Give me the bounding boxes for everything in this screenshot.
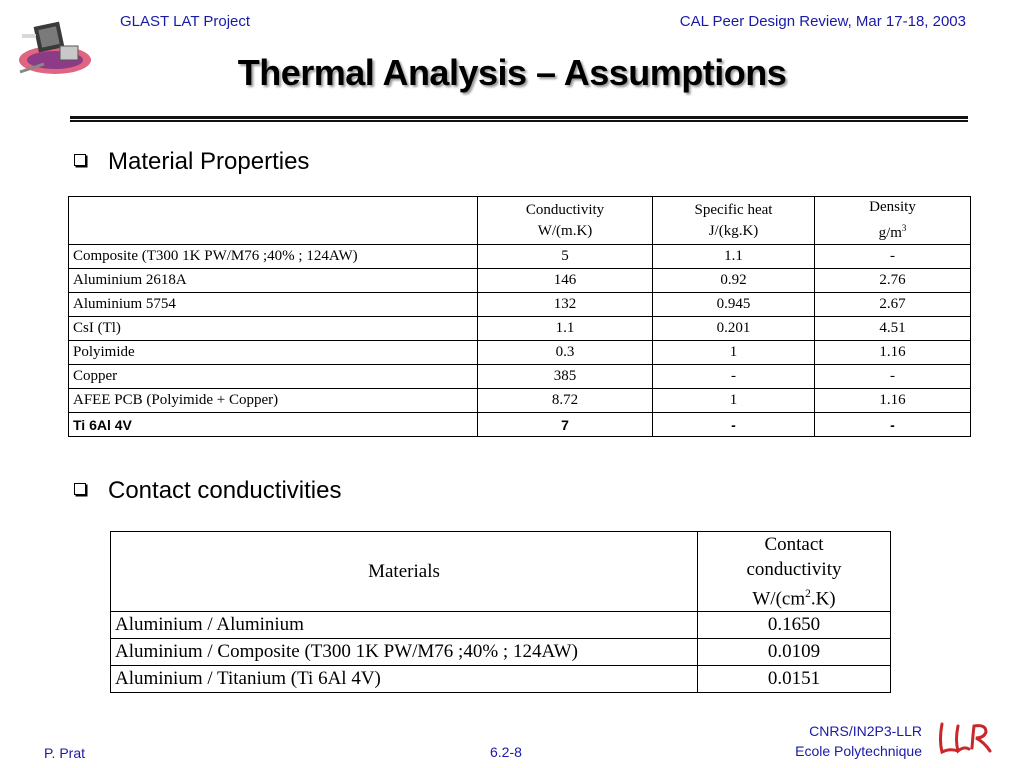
table-header-row [111,532,891,612]
material-name: Copper [69,365,478,389]
specific-heat-value: - [653,365,815,389]
table-row [69,317,971,341]
material-name: Composite (T300 1K PW/M76 ;40% ; 124AW) [69,245,478,269]
contact-conductivity-value: 0.1650 [698,612,891,639]
table-header-row [69,197,971,245]
footer-org-line: CNRS/IN2P3-LLR [809,723,922,739]
material-properties-table [68,196,971,437]
header-cell-materials: Materials [111,532,698,612]
conductivity-value: 8.72 [478,389,653,413]
specific-heat-value: - [653,413,815,437]
specific-heat-value: 0.945 [653,293,815,317]
table-row [69,269,971,293]
contact-conductivity-value: 0.0151 [698,666,891,693]
density-value: 2.76 [815,269,971,293]
square-bullet-icon [74,483,86,495]
header-cell-density: Density $g/m^3$ [815,197,971,245]
contact-conductivity-table [110,531,891,693]
footer-org-line: Ecole Polytechnique [795,743,922,759]
table-row [69,389,971,413]
header-cell-contact-conductivity: Contact conductivity $W/(cm^2.K)$ [698,532,891,612]
materials-pair: Aluminium / Composite (T300 1K PW/M76 ;40% ; 124AW) [111,639,698,666]
contact-conductivity-value: 0.0109 [698,639,891,666]
conductivity-value: 5 [478,245,653,269]
header-cell-empty [69,197,478,245]
square-bullet-icon [74,154,86,166]
footer-author: P. Prat [44,745,85,761]
material-name: Aluminium 5754 [69,293,478,317]
material-name: CsI (Tl) [69,317,478,341]
material-name: Ti 6Al 4V [69,413,478,437]
specific-heat-value: 1.1 [653,245,815,269]
table-row [69,365,971,389]
specific-heat-value: 0.92 [653,269,815,293]
header-event: CAL Peer Design Review, Mar 17-18, 2003 [679,13,966,30]
density-value: 4.51 [815,317,971,341]
conductivity-value: 0.3 [478,341,653,365]
table-row [69,413,971,437]
table-row [111,612,891,639]
density-value: 1.16 [815,341,971,365]
footer-organization [795,721,922,761]
header-cell-specific-heat: Specific heat J/(kg.K) [653,197,815,245]
density-value: - [815,365,971,389]
llr-logo-icon [936,718,994,758]
conductivity-value: 132 [478,293,653,317]
footer-page-number: 6.2-8 [490,744,522,760]
specific-heat-value: 0.201 [653,317,815,341]
material-name: AFEE PCB (Polyimide + Copper) [69,389,478,413]
header-project: GLAST LAT Project [120,13,251,30]
header-cell-conductivity: Conductivity W/(m.K) [478,197,653,245]
density-value: - [815,245,971,269]
conductivity-value: 146 [478,269,653,293]
materials-pair: Aluminium / Aluminium [111,612,698,639]
material-name: Aluminium 2618A [69,269,478,293]
materials-pair: Aluminium / Titanium (Ti 6Al 4V) [111,666,698,693]
table-row [69,341,971,365]
table-row [69,293,971,317]
title-divider [70,116,968,122]
section-contact-conductivities [70,477,341,505]
density-value: 2.67 [815,293,971,317]
conductivity-value: 1.1 [478,317,653,341]
material-name: Polyimide [69,341,478,365]
conductivity-value: 7 [478,413,653,437]
conductivity-value: 385 [478,365,653,389]
specific-heat-value: 1 [653,389,815,413]
density-value: 1.16 [815,389,971,413]
section-material-properties [70,148,309,176]
specific-heat-value: 1 [653,341,815,365]
table-row [111,639,891,666]
section-label: Material Properties [108,148,310,175]
table-row [111,666,891,693]
density-value: - [815,413,971,437]
table-row [69,245,971,269]
section-label: Contact conductivities [108,477,342,504]
slide-title: Thermal Analysis – Assumptions [237,52,787,93]
